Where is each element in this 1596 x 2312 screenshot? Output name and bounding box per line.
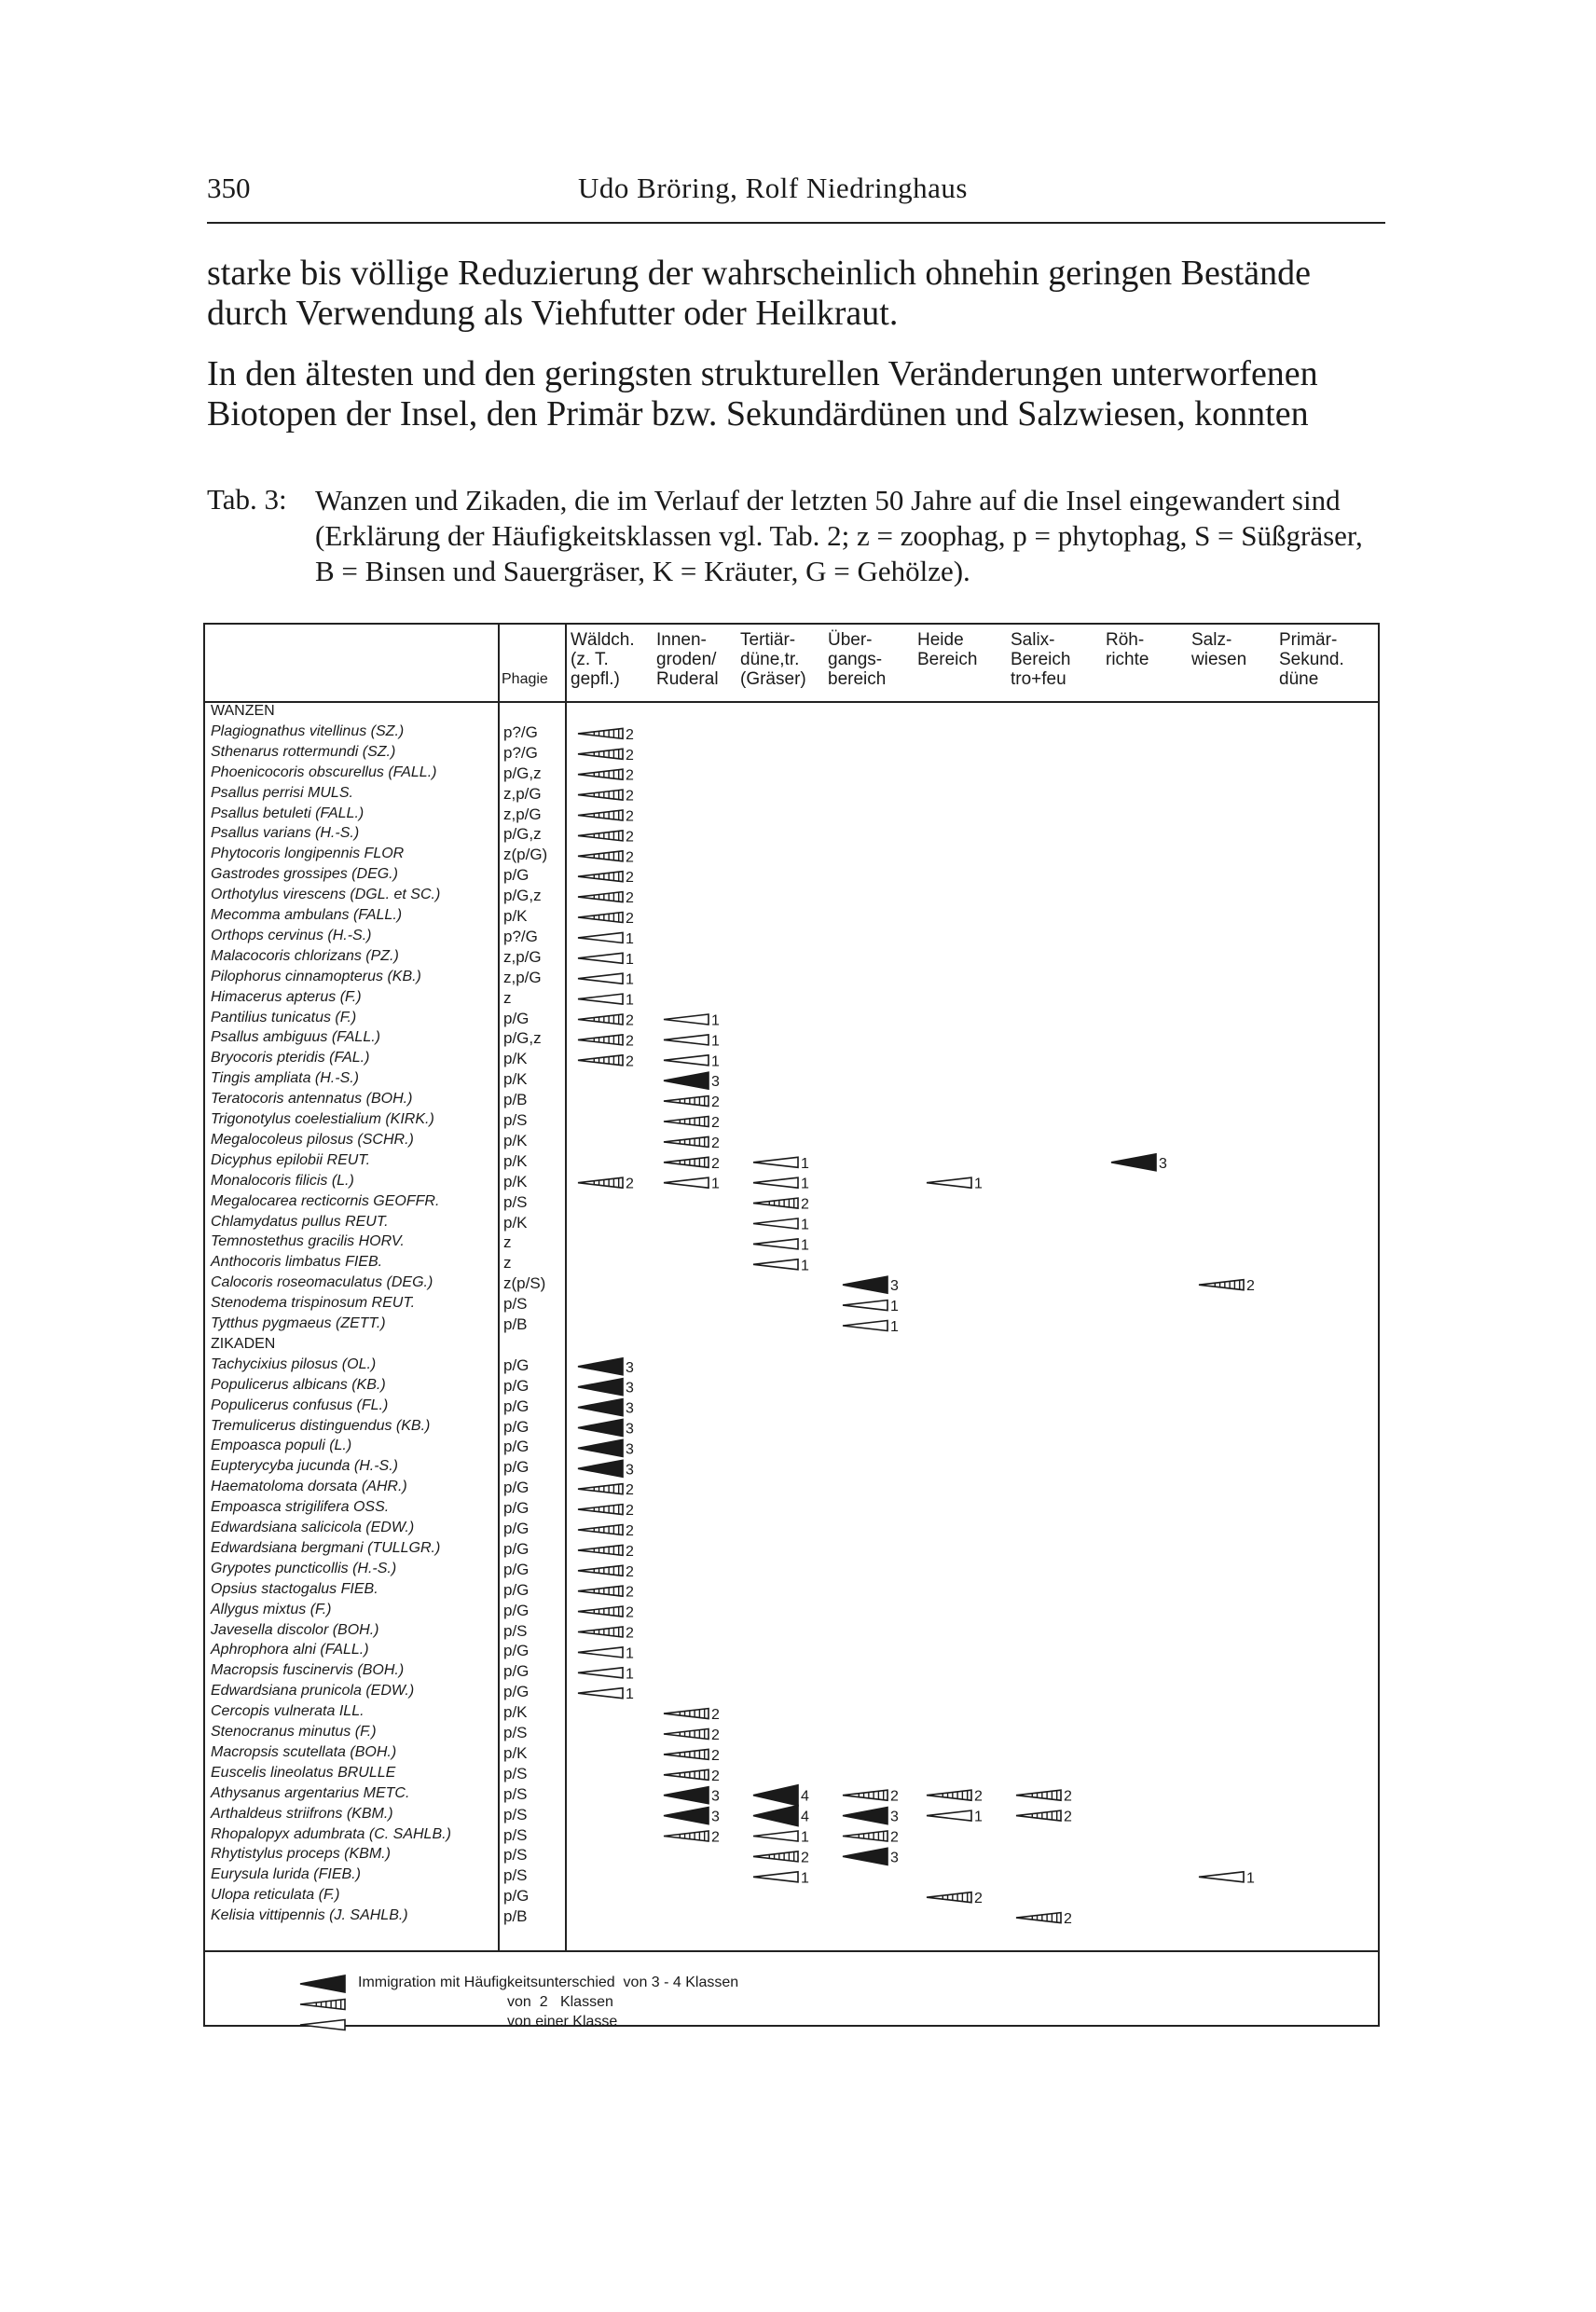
- phagie-value: p/G: [503, 1662, 530, 1681]
- abundance-mark-class-2: [578, 1544, 634, 1560]
- section-heading: WANZEN: [211, 703, 275, 719]
- abundance-class-label: 3: [1159, 1155, 1167, 1172]
- abundance-mark-class-1: [843, 1299, 899, 1314]
- phagie-value: p/G,z: [503, 1029, 542, 1048]
- abundance-mark-class-2: [578, 1053, 634, 1069]
- abundance-class-label: 2: [626, 726, 634, 743]
- species-name: Edwardsiana prunicola (EDW.): [211, 1683, 415, 1700]
- abundance-mark-class-1: [753, 1156, 809, 1172]
- species-name: Mecomma ambulans (FALL.): [211, 907, 403, 923]
- species-name: Bryocoris pteridis (FAL.): [211, 1050, 370, 1067]
- abundance-class-label: 1: [626, 1645, 634, 1662]
- phagie-value: p/K: [503, 907, 528, 925]
- phagie-value: p/G: [503, 1009, 530, 1027]
- abundance-mark-class-1: [578, 1686, 634, 1702]
- abundance-mark-class-2: [578, 890, 634, 906]
- abundance-class-label: 1: [626, 992, 634, 1009]
- legend-mark: [300, 1975, 345, 1992]
- abundance-class-label: 1: [801, 1217, 809, 1233]
- species-name: Tingis ampliata (H.-S.): [211, 1070, 360, 1087]
- abundance-mark-class-1: [927, 1810, 983, 1825]
- species-name: Populicerus confusus (FL.): [211, 1397, 389, 1413]
- species-name: Temnostethus gracilis HORV.: [211, 1233, 405, 1250]
- abundance-class-label: 2: [711, 1155, 720, 1172]
- phagie-value: p/G: [503, 1601, 530, 1619]
- abundance-class-label: 1: [801, 1237, 809, 1254]
- species-name: Empoasca strigilifera OSS.: [211, 1499, 390, 1516]
- phagie-value: p/G,z: [503, 825, 542, 844]
- abundance-class-label: 1: [801, 1155, 809, 1172]
- abundance-mark-class-3: [843, 1848, 899, 1865]
- abundance-class-label: 2: [626, 1053, 634, 1070]
- abundance-mark-class-2: [578, 768, 634, 784]
- species-name: Dicyphus epilobii REUT.: [211, 1151, 371, 1168]
- column-header-waeldchen: Wäldch. (z. T. gepfl.): [571, 630, 635, 689]
- phagie-value: p/B: [503, 1091, 528, 1109]
- abundance-mark-class-2: [753, 1850, 809, 1865]
- abundance-class-label: 4: [801, 1788, 809, 1805]
- phagie-value: p/K: [503, 1213, 528, 1232]
- species-name: Allygus mixtus (F.): [211, 1601, 332, 1617]
- phagie-value: p/S: [503, 1621, 528, 1640]
- phagie-value: p/K: [503, 1050, 528, 1068]
- species-name: Cercopis vulnerata ILL.: [211, 1703, 365, 1720]
- abundance-mark-class-2: [578, 1503, 634, 1519]
- phagie-value: z(p/G): [503, 846, 548, 864]
- abundance-mark-class-1: [578, 993, 634, 1009]
- abundance-mark-class-2: [664, 1115, 720, 1131]
- legend-text: [358, 1973, 738, 2031]
- species-name: Haematoloma dorsata (AHR.): [211, 1479, 407, 1495]
- abundance-mark-class-2: [578, 1626, 634, 1642]
- species-name: Calocoris roseomaculatus (DEG.): [211, 1274, 433, 1291]
- abundance-mark-class-3: [578, 1420, 634, 1438]
- species-name: Rhopalopyx adumbrata (C. SAHLB.): [211, 1825, 451, 1842]
- species-name: Malacocoris chlorizans (PZ.): [211, 947, 399, 964]
- phagie-value: p/G,z: [503, 887, 542, 905]
- section-heading: ZIKADEN: [211, 1335, 276, 1352]
- abundance-class-label: 1: [711, 1012, 720, 1029]
- phagie-value: p/G: [503, 1397, 530, 1415]
- abundance-class-label: 2: [626, 870, 634, 887]
- species-name: Monalocoris filicis (L.): [211, 1172, 354, 1189]
- abundance-class-label: 1: [626, 951, 634, 968]
- legend-line-3: von einer Klasse: [358, 2014, 618, 2030]
- species-name: Stenodema trispinosum REUT.: [211, 1295, 416, 1312]
- abundance-class-label: 3: [626, 1380, 634, 1397]
- species-name: Megalocoleus pilosus (SCHR.): [211, 1131, 414, 1148]
- phagie-value: p/K: [503, 1070, 528, 1089]
- legend-mark: [300, 2000, 345, 2010]
- abundance-class-label: 2: [711, 1829, 720, 1846]
- abundance-class-label: 2: [1064, 1788, 1072, 1805]
- abundance-class-label: 2: [626, 890, 634, 907]
- abundance-class-label: 1: [801, 1258, 809, 1274]
- phagie-value: z,p/G: [503, 968, 542, 986]
- phagie-value: p/G: [503, 1539, 530, 1558]
- abundance-mark-class-3: [664, 1808, 720, 1825]
- phagie-value: p?/G: [503, 743, 538, 762]
- abundance-class-label: 2: [626, 767, 634, 784]
- species-name: Athysanus argentarius METC.: [211, 1784, 410, 1801]
- column-header-innengroden: Innen- groden/ Ruderal: [656, 630, 719, 689]
- abundance-mark-class-1: [753, 1218, 809, 1233]
- abundance-mark-class-2: [578, 727, 634, 743]
- abundance-class-label: 2: [626, 1625, 634, 1642]
- abundance-class-label: 2: [1246, 1278, 1255, 1295]
- phagie-value: p?/G: [503, 722, 538, 741]
- column-header-tertiaerduene: Tertiär- düne,tr. (Gräser): [740, 630, 806, 689]
- species-name: Tachycixius pilosus (OL.): [211, 1356, 377, 1372]
- legend-line-2: von 2 Klassen: [358, 1994, 613, 2010]
- column-header-primaerduene: Primär- Sekund. düne: [1279, 630, 1344, 689]
- phagie-value: p/S: [503, 1724, 528, 1741]
- abundance-class-label: 2: [711, 1135, 720, 1151]
- abundance-class-label: 1: [890, 1319, 899, 1335]
- abundance-class-label: 2: [626, 1503, 634, 1520]
- body-paragraph-1: starke bis völlige Reduzierung der wahrscheinlich ohnehin geringen Bestände durch Verwendung als Viehfutter oder Heilkraut.: [207, 254, 1311, 333]
- abundance-mark-class-2: [578, 748, 634, 764]
- abundance-mark-class-2: [578, 1482, 634, 1498]
- species-name: Himacerus apterus (F.): [211, 988, 362, 1005]
- abundance-mark-class-2: [664, 1727, 720, 1743]
- species-name: Gastrodes grossipes (DEG.): [211, 866, 398, 883]
- abundance-mark-class-3: [578, 1379, 634, 1397]
- abundance-mark-class-3: [578, 1460, 634, 1478]
- abundance-class-label: 4: [801, 1809, 809, 1825]
- species-name: Macropsis scutellata (BOH.): [211, 1743, 397, 1760]
- phagie-value: z,p/G: [503, 947, 542, 966]
- abundance-class-label: 2: [626, 788, 634, 805]
- abundance-mark-class-2: [1016, 1911, 1072, 1927]
- phagie-value: p/S: [503, 1866, 528, 1885]
- phagie-value: p/S: [503, 1764, 528, 1782]
- abundance-mark-class-1: [578, 931, 634, 947]
- abundance-mark-class-2: [843, 1789, 899, 1805]
- running-head: Udo Bröring, Rolf Niedringhaus: [578, 172, 968, 204]
- abundance-mark-class-2: [578, 1523, 634, 1539]
- species-name: Rhytistylus proceps (KBM.): [211, 1846, 391, 1863]
- phagie-value: p/K: [503, 1131, 528, 1149]
- phagie-value: p/S: [503, 1784, 528, 1803]
- page-number: 350: [207, 172, 251, 204]
- phagie-value: p/S: [503, 1846, 528, 1865]
- abundance-class-label: 2: [711, 1707, 720, 1724]
- species-name: Megalocarea recticornis GEOFFR.: [211, 1192, 440, 1209]
- phagie-value: z: [503, 988, 512, 1007]
- abundance-mark-class-1: [753, 1237, 809, 1253]
- abundance-class-label: 3: [626, 1400, 634, 1417]
- phagie-value: p/G: [503, 1438, 530, 1456]
- abundance-class-label: 2: [711, 1727, 720, 1743]
- abundance-class-label: 1: [801, 1870, 809, 1887]
- abundance-mark-class-2: [927, 1789, 983, 1805]
- phagie-value: p/G: [503, 1560, 530, 1578]
- species-name: Euscelis lineolatus BRULLE: [211, 1764, 396, 1781]
- phagie-value: p?/G: [503, 927, 538, 945]
- phagie-value: p/S: [503, 1825, 528, 1844]
- phagie-value: p/S: [503, 1295, 528, 1314]
- abundance-mark-class-2: [578, 1585, 634, 1601]
- phagie-value: p/K: [503, 1703, 528, 1722]
- species-name: Pilophorus cinnamopterus (KB.): [211, 968, 421, 984]
- phagie-value: p/G,z: [503, 764, 542, 782]
- species-name: Teratocoris antennatus (BOH.): [211, 1091, 413, 1108]
- abundance-mark-class-1: [753, 1258, 809, 1273]
- abundance-class-label: 1: [626, 930, 634, 947]
- species-name: Ulopa reticulata (F.): [211, 1887, 340, 1904]
- abundance-class-label: 2: [626, 747, 634, 764]
- abundance-class-label: 1: [626, 1666, 634, 1683]
- abundance-mark-class-3: [578, 1399, 634, 1417]
- abundance-class-label: 1: [974, 1809, 983, 1825]
- abundance-mark-class-2: [578, 1605, 634, 1621]
- abundance-mark-class-2: [664, 1748, 720, 1764]
- species-name: Psallus ambiguus (FALL.): [211, 1029, 380, 1046]
- phagie-value: p/S: [503, 1805, 528, 1823]
- abundance-class-label: 3: [626, 1462, 634, 1479]
- phagie-value: z(p/S): [503, 1274, 546, 1293]
- abundance-mark-class-4: [753, 1785, 809, 1806]
- abundance-mark-class-1: [664, 1053, 720, 1069]
- abundance-class-label: 2: [626, 829, 634, 846]
- abundance-mark-class-2: [578, 789, 634, 805]
- species-name: Arthaldeus striifrons (KBM.): [211, 1805, 393, 1822]
- abundance-class-label: 3: [711, 1809, 720, 1825]
- phagie-value: p/G: [503, 1887, 530, 1906]
- column-header-roehrichte: Röh- richte: [1106, 630, 1149, 669]
- abundance-class-label: 2: [626, 1604, 634, 1621]
- abundance-class-label: 1: [801, 1829, 809, 1846]
- phagie-value: p/B: [503, 1315, 528, 1333]
- phagie-value: z: [503, 1233, 512, 1252]
- phagie-value: p/B: [503, 1907, 528, 1926]
- abundance-class-label: 2: [626, 849, 634, 866]
- abundance-mark-class-3: [1111, 1154, 1167, 1172]
- abundance-mark-class-1: [664, 1177, 720, 1192]
- phagie-value: p/G: [503, 1520, 530, 1537]
- table-caption-label: Tab. 3:: [207, 483, 287, 516]
- species-name: Kelisia vittipennis (J. SAHLB.): [211, 1907, 408, 1924]
- abundance-mark-class-2: [1199, 1278, 1255, 1294]
- abundance-mark-class-1: [1199, 1870, 1255, 1886]
- abundance-class-label: 2: [711, 1094, 720, 1111]
- abundance-class-label: 2: [626, 1584, 634, 1601]
- abundance-class-label: 2: [626, 1523, 634, 1539]
- abundance-mark-class-2: [664, 1156, 720, 1172]
- species-name: Psallus varians (H.-S.): [211, 825, 360, 842]
- species-name: Orthops cervinus (H.-S.): [211, 927, 372, 943]
- abundance-class-label: 1: [711, 1033, 720, 1050]
- abundance-class-label: 1: [626, 971, 634, 988]
- abundance-mark-class-2: [1016, 1810, 1072, 1825]
- abundance-class-label: 3: [890, 1809, 899, 1825]
- column-header-salix: Salix- Bereich tro+feu: [1011, 630, 1071, 689]
- abundance-class-label: 2: [626, 1543, 634, 1560]
- abundance-mark-class-3: [843, 1808, 899, 1825]
- legend-mark: [300, 2020, 345, 2030]
- abundance-mark-class-2: [578, 911, 634, 927]
- abundance-class-label: 2: [711, 1747, 720, 1764]
- column-header-salzwiesen: Salz- wiesen: [1191, 630, 1247, 669]
- species-name: Orthotylus virescens (DGL. et SC.): [211, 887, 441, 903]
- species-name: Edwardsiana bergmani (TULLGR.): [211, 1539, 441, 1556]
- species-name: Chlamydatus pullus REUT.: [211, 1213, 389, 1230]
- abundance-mark-class-2: [578, 849, 634, 865]
- abundance-mark-class-1: [664, 1013, 720, 1029]
- abundance-mark-class-1: [578, 1645, 634, 1661]
- phagie-value: p/G: [503, 1499, 530, 1518]
- abundance-mark-class-1: [927, 1177, 983, 1192]
- abundance-class-label: 2: [974, 1891, 983, 1907]
- abundance-class-label: 2: [801, 1850, 809, 1866]
- abundance-mark-class-3: [578, 1439, 634, 1457]
- abundance-class-label: 2: [801, 1196, 809, 1213]
- abundance-mark-class-2: [664, 1135, 720, 1151]
- abundance-mark-class-1: [578, 952, 634, 968]
- phagie-value: p/G: [503, 866, 530, 885]
- species-name: Phytocoris longipennis FLOR: [211, 846, 405, 862]
- abundance-mark-class-2: [578, 1564, 634, 1580]
- phagie-value: p/S: [503, 1192, 528, 1211]
- abundance-class-label: 2: [890, 1829, 899, 1846]
- abundance-mark-class-1: [753, 1830, 809, 1846]
- abundance-class-label: 1: [890, 1299, 899, 1315]
- abundance-mark-class-2: [664, 1768, 720, 1784]
- species-name: Phoenicocoris obscurellus (FALL.): [211, 764, 437, 780]
- abundance-mark-class-1: [578, 972, 634, 988]
- abundance-class-label: 1: [711, 1053, 720, 1070]
- abundance-mark-class-2: [1016, 1789, 1072, 1805]
- abundance-class-label: 3: [711, 1074, 720, 1091]
- abundance-class-label: 3: [626, 1421, 634, 1438]
- phagie-value: p/G: [503, 1683, 530, 1701]
- abundance-mark-class-1: [664, 1033, 720, 1049]
- phagie-value: p/K: [503, 1151, 528, 1170]
- phagie-value: p/K: [503, 1172, 528, 1190]
- abundance-mark-class-2: [578, 829, 634, 845]
- species-name: Sthenarus rottermundi (SZ.): [211, 743, 396, 760]
- abundance-mark-class-2: [927, 1891, 983, 1906]
- phagie-value: p/G: [503, 1642, 530, 1660]
- abundance-mark-class-2: [578, 809, 634, 825]
- species-name: Psallus betuleti (FALL.): [211, 805, 365, 821]
- abundance-mark-class-3: [664, 1072, 720, 1090]
- table-caption-text: Wanzen und Zikaden, die im Verlauf der letzten 50 Jahre auf die Insel eingewandert sind (Erklärung der Häufigkeitsklassen vgl. Tab. 2; z = zoophag, p = phytophag, S = Süßgräser, B = Binsen und Sauergräser, K = Kräuter, G = Gehölze).: [315, 484, 1363, 587]
- abundance-class-label: 2: [626, 1176, 634, 1192]
- abundance-class-label: 2: [626, 1012, 634, 1029]
- species-name: Tytthus pygmaeus (ZETT.): [211, 1315, 386, 1331]
- species-name: Aphrophora alni (FALL.): [211, 1642, 369, 1658]
- abundance-mark-class-1: [753, 1870, 809, 1886]
- abundance-mark-class-2: [578, 1013, 634, 1029]
- abundance-class-label: 3: [890, 1850, 899, 1866]
- abundance-mark-class-2: [664, 1830, 720, 1846]
- species-name: Plagiognathus vitellinus (SZ.): [211, 722, 405, 739]
- abundance-class-label: 3: [711, 1788, 720, 1805]
- abundance-class-label: 2: [711, 1115, 720, 1131]
- species-name: Stenocranus minutus (F.): [211, 1724, 377, 1740]
- species-name: Psallus perrisi MULS.: [211, 784, 353, 801]
- abundance-mark-class-1: [843, 1319, 899, 1335]
- abundance-mark-class-2: [664, 1094, 720, 1110]
- phagie-value: p/G: [503, 1376, 530, 1395]
- abundance-class-label: 2: [890, 1788, 899, 1805]
- abundance-mark-class-2: [578, 1177, 634, 1192]
- abundance-class-label: 2: [711, 1768, 720, 1784]
- abundance-mark-class-2: [664, 1707, 720, 1723]
- species-name: Tremulicerus distinguendus (KB.): [211, 1417, 431, 1434]
- species-name: Eupterycyba jucunda (H.-S.): [211, 1458, 398, 1475]
- abundance-class-label: 2: [626, 1482, 634, 1499]
- phagie-value: p/G: [503, 1356, 530, 1374]
- abundance-class-label: 2: [1064, 1809, 1072, 1825]
- species-name: Anthocoris limbatus FIEB.: [211, 1254, 383, 1271]
- species-name: Opsius stactogalus FIEB.: [211, 1580, 378, 1597]
- phagie-column-header: Phagie: [502, 671, 548, 687]
- abundance-class-label: 1: [711, 1176, 720, 1192]
- abundance-class-label: 1: [1246, 1870, 1255, 1887]
- phagie-value: p/S: [503, 1111, 528, 1129]
- abundance-class-label: 1: [626, 1686, 634, 1703]
- abundance-mark-class-2: [578, 1033, 634, 1049]
- legend-line-1: Immigration mit Häufigkeitsunterschied von 3 - 4 Klassen: [358, 1975, 739, 1990]
- abundance-class-label: 3: [626, 1441, 634, 1458]
- column-header-heide: Heide Bereich: [917, 630, 978, 669]
- species-name: Grypotes puncticollis (H.-S.): [211, 1560, 397, 1576]
- abundance-mark-class-2: [843, 1830, 899, 1846]
- phagie-value: z: [503, 1254, 512, 1273]
- abundance-class-label: 2: [626, 1563, 634, 1580]
- phagie-value: p/K: [503, 1743, 528, 1762]
- abundance-class-label: 2: [626, 808, 634, 825]
- abundance-class-label: 3: [626, 1359, 634, 1376]
- abundance-mark-class-2: [578, 870, 634, 886]
- phagie-value: z,p/G: [503, 784, 542, 803]
- species-name: Eurysula lurida (FIEB.): [211, 1866, 361, 1883]
- body-paragraph-2: In den ältesten und den geringsten strukturellen Veränderungen unterworfenen Biotopen der Insel, den Primär bzw. Sekundärdünen und Salzwiesen, konnten: [207, 354, 1318, 434]
- species-name: Javesella discolor (BOH.): [211, 1621, 379, 1638]
- abundance-class-label: 2: [1064, 1911, 1072, 1928]
- phagie-value: z,p/G: [503, 805, 542, 823]
- abundance-mark-class-4: [753, 1806, 809, 1826]
- abundance-class-label: 1: [974, 1176, 983, 1192]
- species-name: Edwardsiana salicicola (EDW.): [211, 1520, 415, 1535]
- abundance-class-label: 2: [626, 911, 634, 927]
- species-name: Macropsis fuscinervis (BOH.): [211, 1662, 405, 1679]
- abundance-mark-class-3: [843, 1276, 899, 1294]
- species-name: Trigonotylus coelestialium (KIRK.): [211, 1111, 434, 1127]
- abundance-mark-class-3: [664, 1787, 720, 1805]
- abundance-mark-class-2: [753, 1197, 809, 1213]
- phagie-value: p/G: [503, 1458, 530, 1477]
- abundance-class-label: 2: [626, 1033, 634, 1050]
- species-name: Empoasca populi (L.): [211, 1438, 352, 1454]
- phagie-value: p/G: [503, 1417, 530, 1436]
- abundance-class-label: 3: [890, 1278, 899, 1295]
- abundance-mark-class-1: [578, 1666, 634, 1682]
- species-name: Populicerus albicans (KB.): [211, 1376, 386, 1393]
- species-name: Pantilius tunicatus (F.): [211, 1009, 357, 1025]
- abundance-class-label: 2: [974, 1788, 983, 1805]
- phagie-value: p/G: [503, 1580, 530, 1599]
- abundance-mark-class-3: [578, 1358, 634, 1376]
- abundance-mark-class-1: [753, 1177, 809, 1192]
- abundance-class-label: 1: [801, 1176, 809, 1192]
- phagie-value: p/G: [503, 1479, 530, 1497]
- column-header-uebergang: Über- gangs- bereich: [828, 630, 887, 689]
